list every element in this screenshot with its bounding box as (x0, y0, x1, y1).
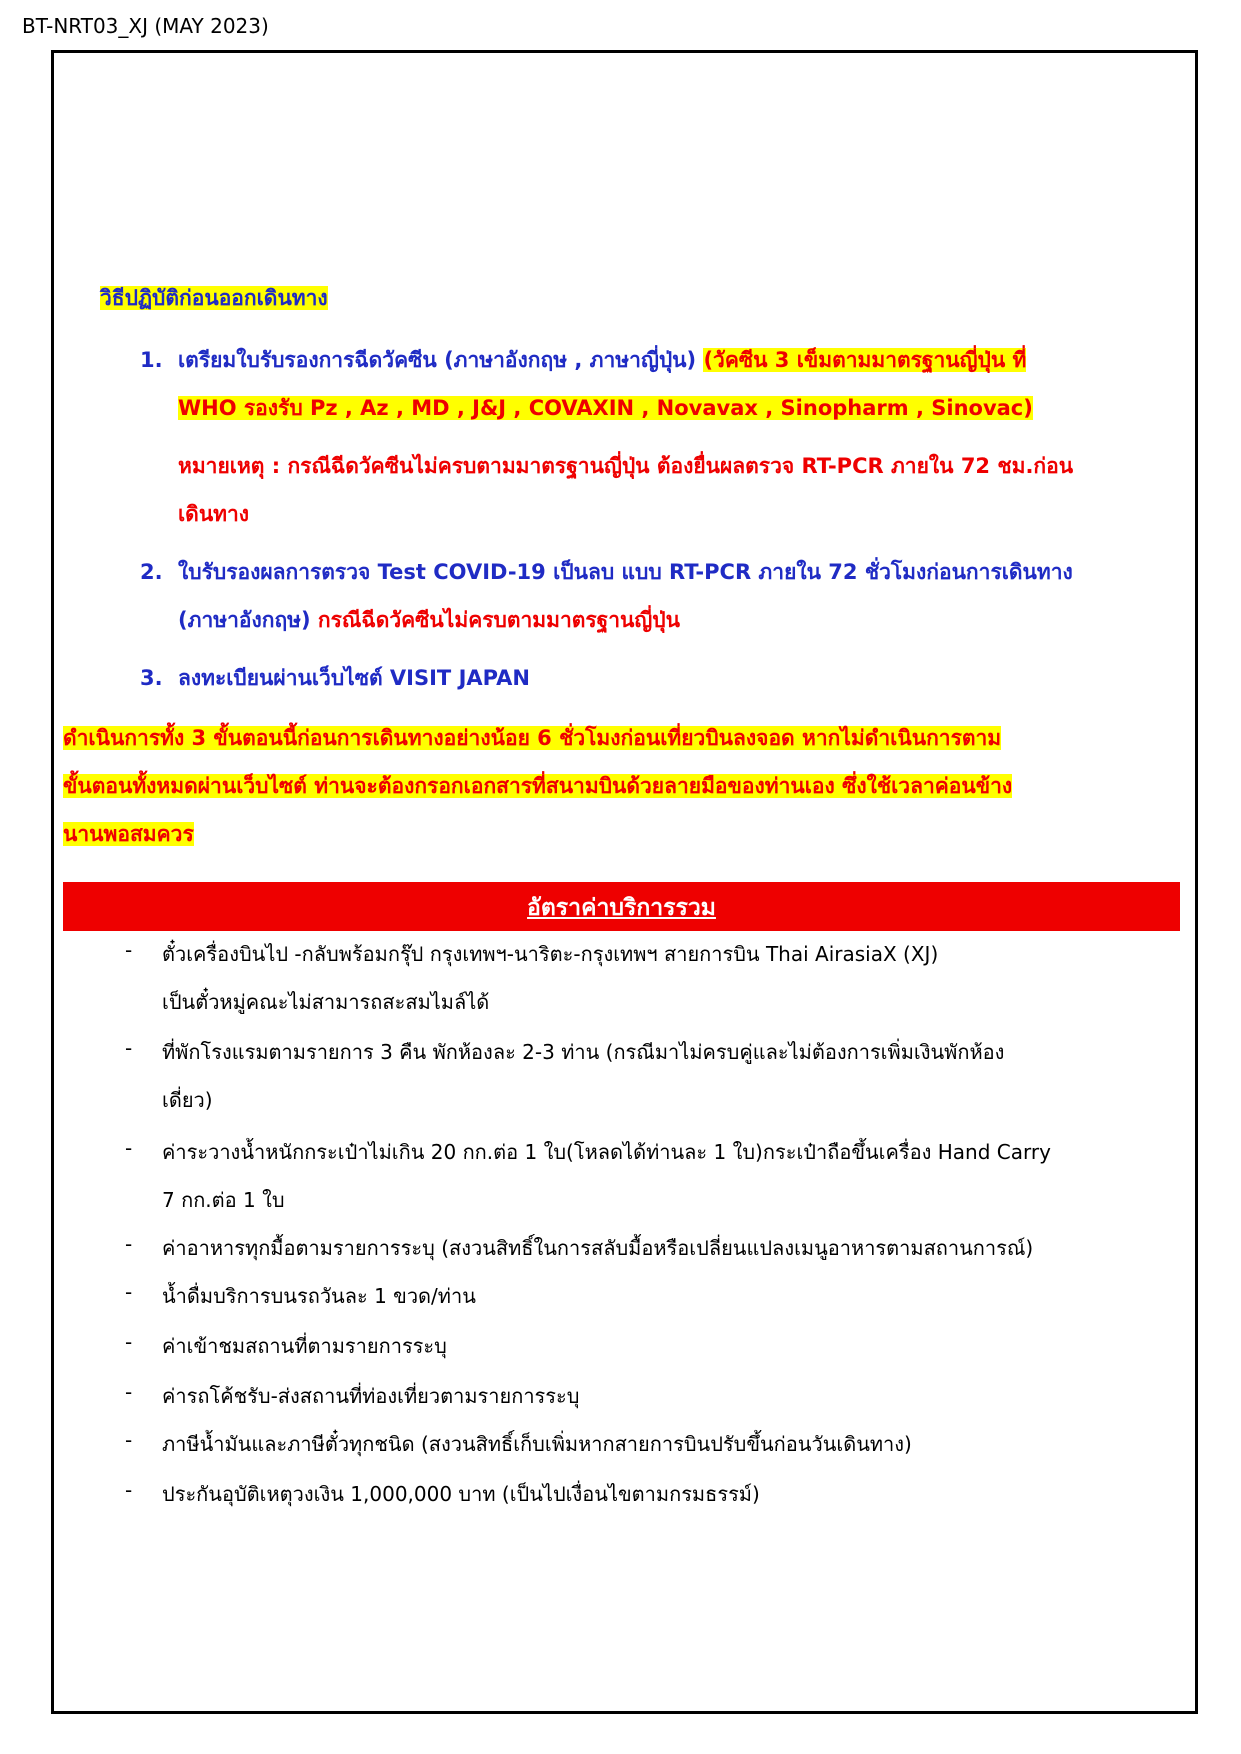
rates-item-text: ประกันอุบัติเหตุวงเงิน 1,000,000 บาท (เป็นไปเงื่อนไขตามกรมธรรม์) (162, 1482, 760, 1506)
bullet-dash: - (125, 1380, 133, 1404)
rates-item-text: ที่พักโรงแรมตามรายการ 3 คืน พักห้องละ 2-3 ท่าน (กรณีมาไม่ครบคู่และไม่ต้องการเพิ่มเงินพักห้อง (162, 1040, 1005, 1064)
step-1-text: เตรียมใบรับรองการฉีดวัคซีน (ภาษาอังกฤษ , ภาษาญี่ปุ่น) (178, 348, 697, 372)
bullet-dash: - (125, 1036, 133, 1060)
step-2-text: ใบรับรองผลการตรวจ Test COVID-19 เป็นลบ แบบ RT-PCR ภายใน 72 ชั่วโมงก่อนการเดินทาง (178, 560, 1073, 584)
rates-item-text: ตั๋วเครื่องบินไป -กลับพร้อมกรุ๊ป กรุงเทพฯ-นาริตะ-กรุงเทพฯ สายการบิน Thai AirasiaX (XJ) (162, 942, 939, 966)
step-1-remark-line-2: เดินทาง (178, 502, 250, 526)
prep-section (100, 282, 328, 315)
rates-item-text: ค่าเข้าชมสถานที่ตามรายการระบุ (162, 1334, 447, 1358)
bullet-dash: - (125, 938, 133, 962)
rates-item-text: ภาษีน้ำมันและภาษีตั๋วทุกชนิด (สงวนสิทธิ์เก็บเพิ่มหากสายการบินปรับขึ้นก่อนวันเดินทาง) (162, 1432, 912, 1456)
rates-item-text-continued: เดี่ยว) (162, 1088, 213, 1112)
step-1-line-2 (178, 392, 1033, 425)
bullet-dash: - (125, 1136, 133, 1160)
bullet-dash: - (125, 1478, 133, 1502)
step-1 (140, 344, 1026, 377)
bullet-dash: - (125, 1428, 133, 1452)
step-2-number: 2. (140, 560, 163, 584)
notice-line-1: ดำเนินการทั้ง 3 ขั้นตอนนี้ก่อนการเดินทางอย่างน้อย 6 ชั่วโมงก่อนเที่ยวบินลงจอด หากไม่ดำเนินการตาม (63, 726, 1002, 750)
rates-item-text: ค่าอาหารทุกมื้อตามรายการระบุ (สงวนสิทธิ์ในการสลับมื้อหรือเปลี่ยนแปลงเมนูอาหารตามสถานการณ์) (162, 1236, 1034, 1260)
prep-heading: วิธีปฏิบัติก่อนออกเดินทาง (100, 286, 328, 310)
step-2-line-2 (178, 604, 680, 637)
bullet-dash: - (125, 1280, 133, 1304)
step-1-vaccine-note: (วัคซีน 3 เข็มตามมาตรฐานญี่ปุ่น ที่ (703, 348, 1027, 372)
notice-line-3: นานพอสมควร (63, 822, 194, 846)
step-2-language: (ภาษาอังกฤษ) (178, 608, 311, 632)
rates-item-text-continued: 7 กก.ต่อ 1 ใบ (162, 1188, 285, 1212)
bullet-dash: - (125, 1330, 133, 1354)
rates-item-text: น้ำดื่มบริการบนรถวันละ 1 ขวด/ท่าน (162, 1284, 476, 1308)
step-3 (140, 662, 530, 695)
bullet-dash: - (125, 1232, 133, 1256)
step-3-text: ลงทะเบียนผ่านเว็บไซต์ VISIT JAPAN (178, 666, 530, 690)
rates-item-text-continued: เป็นตั๋วหมู่คณะไม่สามารถสะสมไมล์ได้ (162, 990, 490, 1014)
notice-line-2: ขั้นตอนทั้งหมดผ่านเว็บไซต์ ท่านจะต้องกรอกเอกสารที่สนามบินด้วยลายมือของท่านเอง ซึ่งใช้เวลาค่อนข้าง (63, 774, 1013, 798)
step-1-vaccine-list: WHO รองรับ Pz , Az , MD , J&J , COVAXIN , Novavax , Sinopharm , Sinovac) (178, 396, 1033, 420)
rates-header-band (63, 882, 1180, 931)
rates-title: อัตราค่าบริการรวม (527, 895, 716, 921)
step-2 (140, 556, 1073, 589)
step-1-remark-line-1: หมายเหตุ : กรณีฉีดวัคซีนไม่ครบตามมาตรฐานญี่ปุ่น ต้องยื่นผลตรวจ RT-PCR ภายใน 72 ชม.ก่อน (178, 454, 1074, 478)
document-code: BT-NRT03_XJ (MAY 2023) (22, 14, 269, 38)
step-2-condition: กรณีฉีดวัคซีนไม่ครบตามมาตรฐานญี่ปุ่น (317, 608, 680, 632)
step-3-number: 3. (140, 666, 163, 690)
rates-item-text: ค่ารถโค้ชรับ-ส่งสถานที่ท่องเที่ยวตามรายการระบุ (162, 1384, 580, 1408)
step-1-number: 1. (140, 348, 163, 372)
rates-item-text: ค่าระวางน้ำหนักกระเป๋าไม่เกิน 20 กก.ต่อ 1 ใบ(โหลดได้ท่านละ 1 ใบ)กระเป๋าถือขึ้นเครื่อง Hand Carry (162, 1140, 1051, 1164)
